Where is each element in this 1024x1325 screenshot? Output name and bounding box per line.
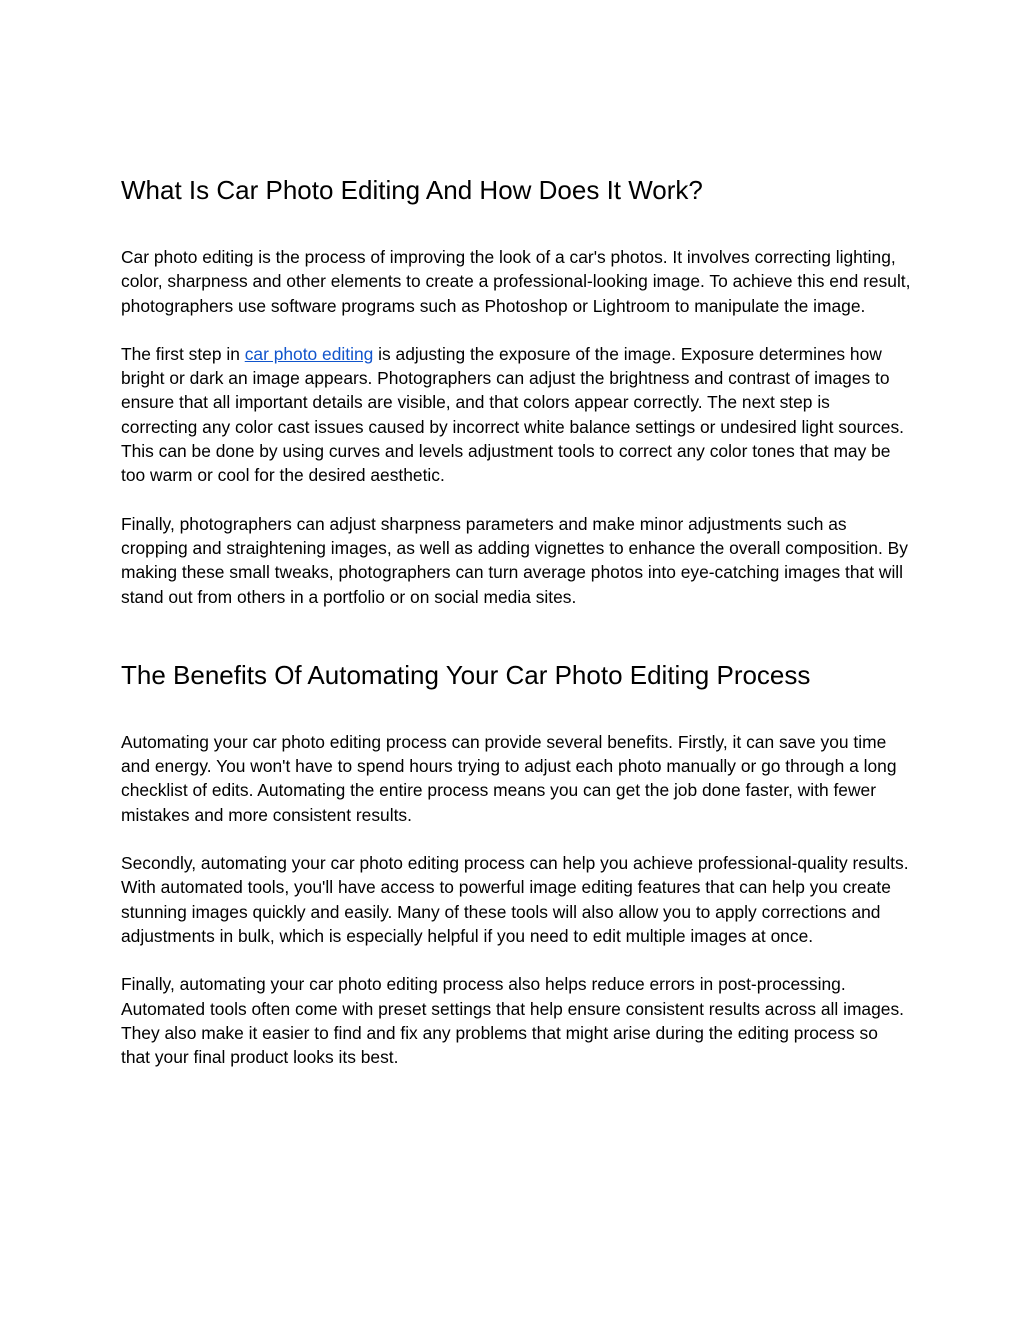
paragraph-finally-sharpness: Finally, photographers can adjust sharpness parameters and make minor adjustments such as cropping and straightening images, as well as adding vignettes to enhance the overall composition. By making these small tweaks, photographers can turn average photos into eye-catching images that will stand out from others in a portfolio or on social media sites. — [121, 513, 908, 607]
paragraph-automating-benefits: Automating your car photo editing process can provide several benefits. Firstly, it can save you time and energy. You won't have to spend hours trying to adjust each photo manually or go through a long checklist of edits. Automating the entire process means you can get the job done faster, with fewer mistakes and more consistent results. — [121, 731, 897, 825]
document-body — [121, 172, 911, 1069]
paragraph-text: The first step in — [121, 343, 245, 364]
paragraph-finally-errors: Finally, automating your car photo editing process also helps reduce errors in post-processing. Automated tools often come with preset settings that help ensure consistent results across all images. They also make it easier to find and fix any problems that might arise during the editing process so that your final product looks its best. — [121, 974, 904, 1068]
section-heading-benefits-automating: The Benefits Of Automating Your Car Photo Editing Process — [121, 659, 811, 690]
paragraph-secondly: Secondly, automating your car photo editing process can help you achieve professional-quality results. With automated tools, you'll have access to powerful image editing features that can help you create stunning images quickly and easily. Many of these tools will also allow you to apply corrections and adjustments in bulk, which is especially helpful if you need to edit multiple images at once. — [121, 853, 909, 946]
paragraph-first-step — [121, 342, 911, 488]
paragraph-intro: Car photo editing is the process of improving the look of a car's photos. It involves correcting lighting, color, sharpness and other elements to create a professional-looking image. To achieve this end result, photographers use software programs such as Photoshop or Lightroom to manipulate the image. — [121, 247, 911, 316]
section-heading-car-photo-editing: What Is Car Photo Editing And How Does It Work? — [121, 175, 703, 205]
paragraph-text: is adjusting the exposure of the image. Exposure determines how bright or dark an image appears. Photographers can adjust the brightness and contrast of images to ensure that all important details are visible, and that colors appear correctly. The next step is correcting any color cast issues caused by incorrect white balance settings or undesired light sources. This can be done by using curves and levels adjustment tools to correct any color tones that may be too warm or cool for the desired aesthetic. — [121, 343, 904, 486]
car-photo-editing-link[interactable]: car photo editing — [244, 343, 374, 364]
